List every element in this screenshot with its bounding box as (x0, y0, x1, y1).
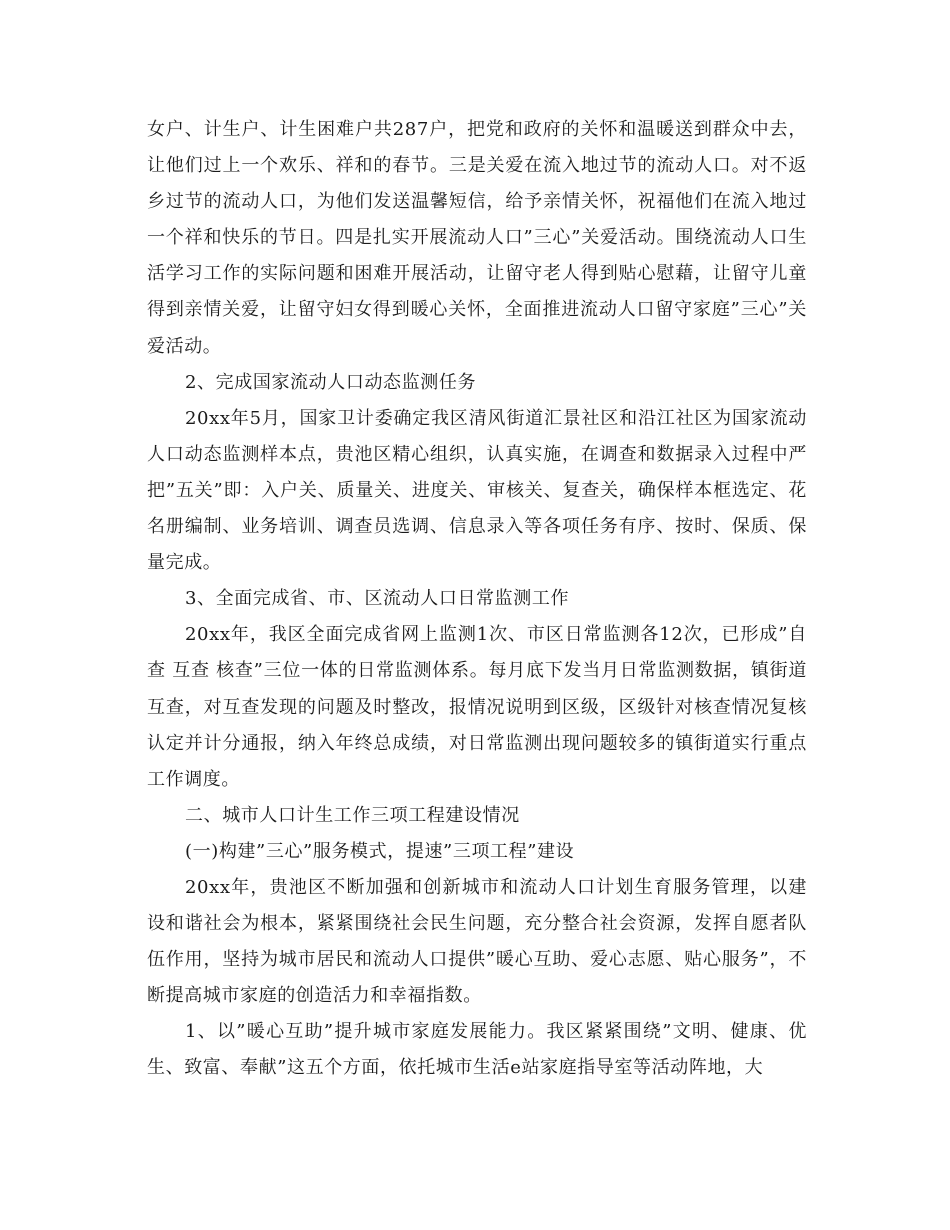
paragraph-mutual-help: 1、以”暖心互助”提升城市家庭发展能力。我区紧紧围绕”文明、健康、优生、致富、奉献”这五个方面，依托城市生活e站家庭指导室等活动阵地，大 (147, 1021, 807, 1079)
document-body (147, 112, 807, 1087)
section-heading-three-projects: 二、城市人口计生工作三项工程建设情况 (185, 804, 520, 826)
paragraph-daily-monitoring: 20xx年，我区全面完成省网上监测1次、市区日常监测各12次，已形成”自查 互查 核查”三位一体的日常监测体系。每月底下发当月日常监测数据，镇街道互查，对互查发现的问题及时整改，报情况说明到区级，区级针对核查情况复核认定并计分通报，纳入年终总成绩，对日常监测出现问题较多的镇街道实行重点工作调度。 (147, 624, 807, 790)
paragraph-service-model: 20xx年，贵池区不断加强和创新城市和流动人口计划生育服务管理，以建设和谐社会为根本，紧紧围绕社会民生问题，充分整合社会资源，发挥自愿者队伍作用，坚持为城市居民和流动人口提供”暖心互助、爱心志愿、贴心服务”，不断提高城市家庭的创造活力和幸福指数。 (147, 876, 807, 1007)
subsection-heading-service-model: (一)构建”三心”服务模式，提速”三项工程”建设 (185, 840, 575, 862)
section-heading-monitoring-task: 2、完成国家流动人口动态监测任务 (185, 371, 477, 393)
section-heading-daily-monitoring: 3、全面完成省、市、区流动人口日常监测工作 (185, 588, 570, 610)
paragraph-continuation: 女户、计生户、计生困难户共287户，把党和政府的关怀和温暖送到群众中去，让他们过上一个欢乐、祥和的春节。三是关爱在流入地过节的流动人口。对不返乡过节的流动人口，为他们发送温馨短信，给予亲情关怀，祝福他们在流入地过一个祥和快乐的节日。四是扎实开展流动人口”三心”关爱活动。围绕流动人口生活学习工作的实际问题和困难开展活动，让留守老人得到贴心慰藉，让留守儿童得到亲情关爱，让留守妇女得到暖心关怀，全面推进流动人口留守家庭”三心”关爱活动。 (147, 119, 807, 357)
paragraph-monitoring-task: 20xx年5月，国家卫计委确定我区清风街道汇景社区和沿江社区为国家流动人口动态监测样本点，贵池区精心组织，认真实施，在调查和数据录入过程中严把”五关”即：入户关、质量关、进度关、审核关、复查关，确保样本框选定、花名册编制、业务培训、调查员选调、信息录入等各项任务有序、按时、保质、保量完成。 (147, 407, 807, 574)
